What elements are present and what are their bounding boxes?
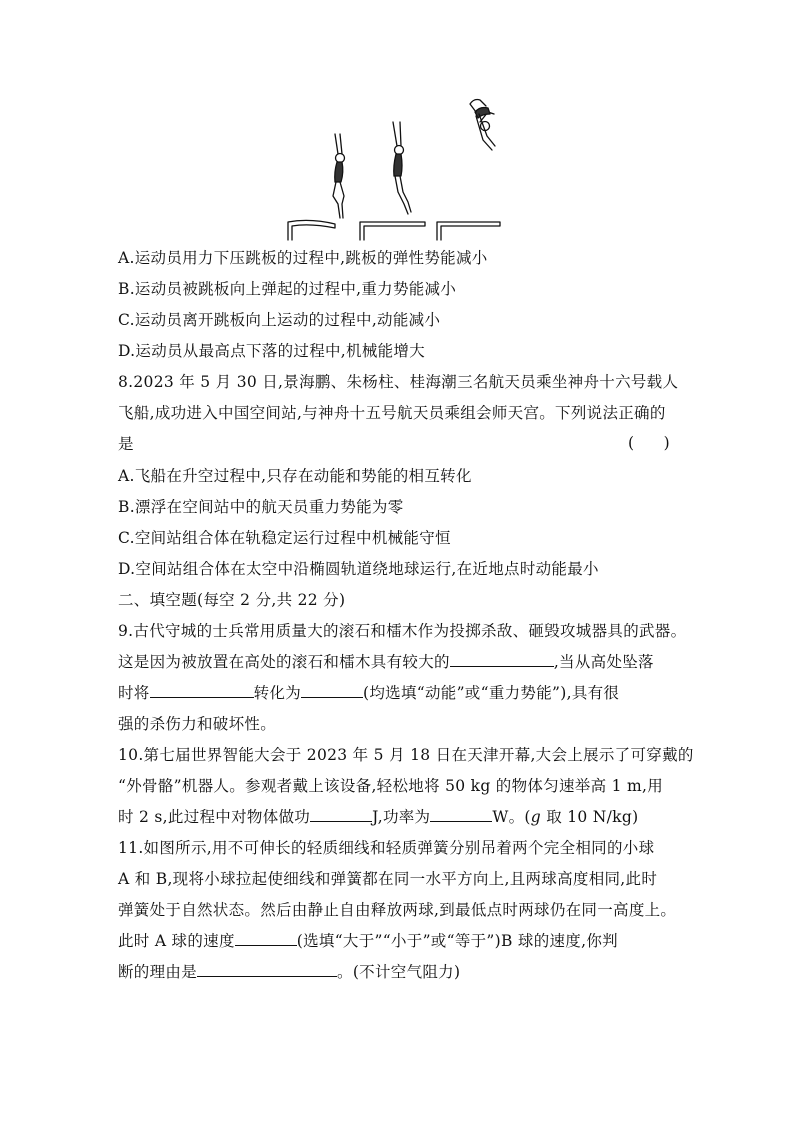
q11-line4-text-a: 此时 A 球的速度 [118, 932, 235, 950]
answer-blank[interactable] [235, 931, 297, 946]
q7-option-c: C.运动员离开跳板向上运动的过程中,动能减小 [118, 311, 441, 329]
q8-stem-line3: 是 [118, 435, 134, 453]
q10-line2: “外骨骼”机器人。参观者戴上该设备,轻松地将 50 kg 的物体匀速举高 1 m,用 [118, 777, 664, 795]
section-heading: 二、填空题(每空 2 分,共 22 分) [118, 591, 346, 609]
q9-line3 [118, 683, 619, 703]
q11-line5 [118, 962, 460, 982]
q8-stem-line2: 飞船,成功进入中国空间站,与神舟十五号航天员乘组会师天宫。下列说法正确的 [118, 404, 666, 422]
answer-blank[interactable] [310, 807, 372, 822]
gravity-symbol: g [530, 808, 541, 826]
q8-option-d: D.空间站组合体在太空中沿椭圆轨道绕地球运行,在近地点时动能最小 [118, 560, 599, 578]
q8-option-a: A.飞船在升空过程中,只存在动能和势能的相互转化 [118, 467, 472, 485]
q8-option-b: B.漂浮在空间站中的航天员重力势能为零 [118, 498, 404, 516]
q10-line1: 10.第七届世界智能大会于 2023 年 5 月 18 日在天津开幕,大会上展示了可穿戴的 [118, 746, 694, 764]
q10-line3-text-b: J,功率为 [372, 808, 431, 826]
q11-line5-text-b: 。(不计空气阻力) [337, 963, 461, 981]
q8-stem-line1: 8.2023 年 5 月 30 日,景海鹏、朱杨柱、桂海潮三名航天员乘坐神舟十六号载人 [118, 373, 679, 391]
answer-blank[interactable] [301, 683, 363, 698]
q11-line1: 11.如图所示,用不可伸长的轻质细线和轻质弹簧分别吊着两个完全相同的小球 [118, 839, 655, 857]
answer-blank[interactable] [450, 652, 554, 667]
q11-line2: A 和 B,现将小球拉起使细线和弹簧都在同一水平方向上,且两球高度相同,此时 [118, 870, 658, 888]
q10-line3 [118, 807, 638, 827]
q9-line3-text-a: 时将 [118, 684, 150, 702]
answer-blank[interactable] [150, 683, 254, 698]
diver-sequence-figure [280, 92, 510, 242]
answer-bracket: ( ) [628, 434, 670, 452]
q10-line3-text-a: 时 2 s,此过程中对物体做功 [118, 808, 311, 826]
q11-line4-text-b: (选填“大于”“小于”或“等于”)B 球的速度,你判 [296, 932, 618, 950]
q9-line1: 9.古代守城的士兵常用质量大的滚石和檑木作为投掷杀敌、砸毁攻城器具的武器。 [118, 622, 687, 640]
q7-option-b: B.运动员被跳板向上弹起的过程中,重力势能减小 [118, 280, 457, 298]
answer-blank[interactable] [430, 807, 492, 822]
q11-line3: 弹簧处于自然状态。然后由静止自由释放两球,到最低点时两球仍在同一高度上。 [118, 901, 677, 919]
q8-option-c: C.空间站组合体在轨稳定运行过程中机械能守恒 [118, 529, 451, 547]
q9-line2-text-b: ,当从高处坠落 [553, 653, 654, 671]
q9-line2 [118, 652, 654, 672]
q9-line3-text-b: 转化为 [253, 684, 302, 702]
q11-line5-text-a: 断的理由是 [118, 963, 198, 981]
answer-blank[interactable] [197, 962, 337, 977]
q7-option-d: D.运动员从最高点下落的过程中,机械能增大 [118, 342, 426, 360]
q10-line3-text-c: W。( [492, 808, 531, 826]
q9-line2-text-a: 这是因为被放置在高处的滚石和檑木具有较大的 [118, 653, 450, 671]
q10-line3-text-e: 取 10 N/kg) [540, 808, 639, 826]
q9-line3-text-c: (均选填“动能”或“重力势能”),具有很 [363, 684, 620, 702]
q11-line4 [118, 931, 618, 951]
q7-option-a: A.运动员用力下压跳板的过程中,跳板的弹性势能减小 [118, 249, 488, 267]
q9-line4: 强的杀伤力和破坏性。 [118, 715, 277, 733]
